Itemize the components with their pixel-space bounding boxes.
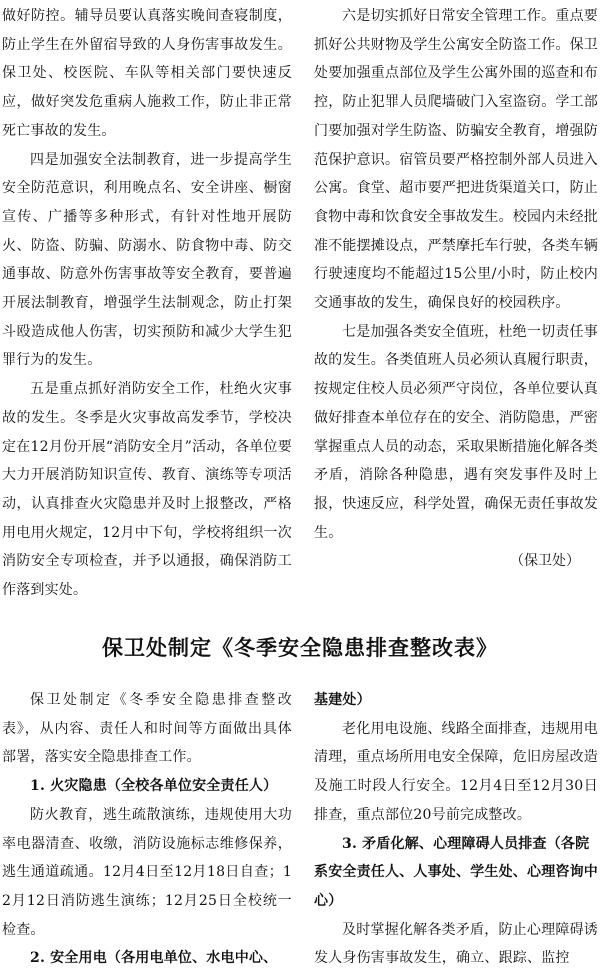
item-heading-continued: 基建处） xyxy=(314,692,371,708)
item-heading: 2. 安全用电（各用电单位、水电中心、 xyxy=(30,950,278,967)
article-body xyxy=(0,683,600,967)
right-column xyxy=(314,686,598,973)
paragraph: 五是重点抓好消防安全工作，杜绝火灾事故的发生。冬季是火灾事故高发季节，学校决定在12月份开展“消防安全月”活动，各单位要大力开展消防知识宣传、教育、演练等专项活动，认真排查火灾隐患并及时上报整改，严格用电用火规定，12月中下旬，学校将组织一次消防安全专项检查，并予以通报，确保消防工作落到实处。 xyxy=(2,381,292,599)
item-heading: 3. 矛盾化解、心理障碍人员排查（各院系安全责任人、人事处、学生处、心理咨询中心） xyxy=(314,835,598,909)
paragraph: 六是切实抓好日常安全管理工作。重点要抓好公共财物及学生公寓安全防盗工作。保卫处要加强重点部位及学生公寓外围的巡查和布控，防止犯罪人员爬墙破门入室盗窃。学工部门要加强对学生防盗、防骗安全教育，增强防范保护意识。宿管员要严格控制外部人员进入公寓。食堂、超市要严把进货渠道关口，防止食物中毒和饮食安全事故发生。校园内未经批准不能摆摊设点，严禁摩托车行驶，各类车辆行驶速度均不能超过15公里/小时，防止校内交通事故的发生，确保良好的校园秩序。 xyxy=(314,8,598,312)
paragraph: 七是加强各类安全值班，杜绝一切责任事故的发生。各类值班人员必须认真履行职责，按规定住校人员必须严守岗位，各单位要认真做好排查本单位存在的安全、消防隐患，严密掌握重点人员的动态，采取果断措施化解各类矛盾，消除各种隐患，遇有突发事件及时上报，快速反应，科学处置，确保无责任事故发生。 xyxy=(314,323,598,541)
right-column xyxy=(314,2,598,576)
paragraph: 做好防控。辅导员要认真落实晚间查寝制度，防止学生在外留宿导致的人身伤害事故发生。保卫处、校医院、车队等相关部门要快速反应，做好突发危重病人施救工作，防止非正常死亡事故的发生。 xyxy=(2,8,292,139)
left-column xyxy=(2,686,292,973)
item-body: 防火教育，逃生疏散演练，违规使用大功率电器清查、收缴，消防设施标志维修保养，逃生通道疏通。12月4日至12月18日自查；12月12日消防逃生演练；12月25日全校统一检查。 xyxy=(2,806,292,938)
signature: （保卫处） xyxy=(510,553,580,570)
item-body: 及时掌握化解各类矛盾，防止心理障碍诱发人身伤害事故发生，确立、跟踪、监控 xyxy=(314,921,598,967)
item-body: 老化用电设施、线路全面排查，违规用电清理，重点场所用电安全保障，危旧房屋改造及施工时段人行安全。12月4日至12月30日排查，重点部位20号前完成整改。 xyxy=(314,720,598,823)
paragraph: 四是加强安全法制教育，进一步提高学生安全防范意识，利用晚点名、安全讲座、橱窗宣传、广播等多种形式，有针对性地开展防火、防盗、防骗、防溺水、防食物中毒、防交通事故、防意外伤害事故等安全教育，要普遍开展法制教育，增强学生法制观念，防止打架斗殴造成他人伤害，切实预防和减少大学生犯罪行为的发生。 xyxy=(2,151,292,369)
intro-paragraph: 保卫处制定《冬季安全隐患排查整改表》，从内容、责任人和时间等方面做出具体部署，落实安全隐患排查工作。 xyxy=(2,692,292,766)
left-column xyxy=(2,2,292,605)
article-title: 保卫处制定《冬季安全隐患排查整改表》 xyxy=(102,635,498,660)
item-heading: 1. 火灾隐患（全校各单位安全责任人） xyxy=(30,778,278,795)
